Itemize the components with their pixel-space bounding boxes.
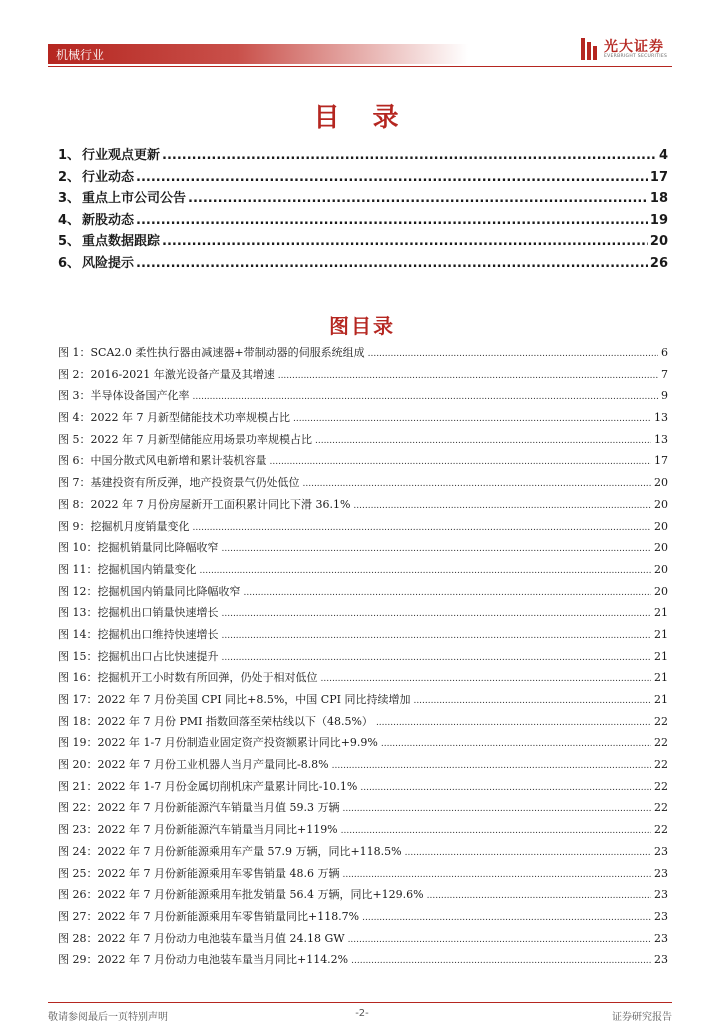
footer-report-type: 证券研究报告	[612, 1012, 672, 1023]
toc-list	[58, 144, 668, 274]
figure-entry[interactable]	[58, 713, 668, 735]
header-section-label: 机械行业	[56, 48, 105, 62]
figure-entry-page: 20	[654, 584, 668, 598]
figure-entry[interactable]	[58, 431, 668, 453]
dot-leader	[348, 935, 651, 945]
dot-leader	[315, 436, 651, 446]
figure-entry-label: 图 6：中国分散式风电新增和累计装机容量	[58, 454, 267, 468]
figure-entry[interactable]	[58, 561, 668, 583]
dot-leader	[321, 674, 652, 684]
dot-leader	[193, 523, 652, 533]
figure-entry-label: 图 19：2022 年 1-7 月份制造业固定资产投资额累计同比+9.9%	[58, 736, 378, 750]
figure-entry[interactable]	[58, 387, 668, 409]
figure-entry[interactable]	[58, 626, 668, 648]
figure-entry-label: 图 26：2022 年 7 月份新能源乘用车批发销量 56.4 万辆，同比+129.6%	[58, 888, 424, 902]
toc-entry-label: 行业动态	[82, 169, 135, 185]
toc-entry-number: 1、	[58, 148, 81, 163]
figure-entry[interactable]	[58, 799, 668, 821]
figure-entry-label: 图 1：SCA2.0 柔性执行器由减速器+带制动器的伺服系统组成	[58, 346, 365, 359]
figure-entry[interactable]	[58, 865, 668, 887]
figure-entry-page: 20	[654, 476, 668, 490]
logo	[578, 34, 688, 64]
figure-entry-label: 图 24：2022 年 7 月份新能源乘用车产量 57.9 万辆，同比+118.5%	[58, 844, 402, 858]
figure-entry-page: 20	[654, 497, 668, 511]
dot-leader	[351, 956, 651, 966]
dot-leader	[376, 718, 651, 728]
figure-entry[interactable]	[58, 843, 668, 865]
figure-entry[interactable]	[58, 604, 668, 626]
logo-text-cn: 光大证券	[604, 39, 664, 55]
figures-title: 图目录	[329, 314, 395, 338]
toc-entry[interactable]	[58, 252, 668, 274]
dot-leader	[222, 653, 652, 663]
dot-leader	[244, 588, 652, 598]
figure-entry-page: 20	[654, 519, 668, 533]
dot-leader	[278, 371, 658, 381]
figure-entry-page: 23	[654, 909, 668, 923]
toc-entry-number: 3、	[58, 191, 81, 207]
figure-entry[interactable]	[58, 648, 668, 670]
page-number: -2-	[355, 1008, 369, 1019]
figure-entry-page: 23	[654, 888, 668, 902]
figure-list	[58, 344, 668, 973]
dot-leader	[193, 392, 659, 402]
figure-entry-label: 图 7：基建投资有所反弹，地产投资景气仍处低位	[58, 476, 300, 490]
toc-entry-page: 20	[649, 234, 668, 250]
figure-entry-label: 图 28：2022 年 7 月份动力电池装车量当月值 24.18 GW	[58, 931, 345, 945]
dot-leader	[360, 783, 651, 793]
figure-entry-label: 图 21：2022 年 1-7 月份金属切削机床产量累计同比-10.1%	[58, 779, 358, 793]
dot-leader	[188, 191, 648, 206]
toc-entry-label: 风险提示	[82, 255, 135, 271]
figure-entry-label: 图 9：挖掘机月度销量变化	[58, 519, 190, 533]
figure-entry-page: 22	[654, 779, 668, 793]
toc-entry[interactable]	[58, 187, 668, 209]
figure-entry-page: 22	[654, 823, 668, 837]
figure-entry-page: 21	[654, 627, 668, 641]
dot-leader	[368, 349, 658, 359]
figure-entry-label: 图 8：2022 年 7 月份房屋新开工面积累计同比下滑 36.1%	[58, 497, 351, 511]
figure-entry-page: 13	[654, 411, 668, 425]
dot-leader	[270, 457, 652, 467]
toc-entry-page: 26	[649, 255, 668, 271]
dot-leader	[427, 891, 651, 901]
figure-entry-label: 图 16：挖掘机开工小时数有所回弹，仍处于相对低位	[58, 671, 318, 685]
figure-entry-label: 图 14：挖掘机出口维持快速增长	[58, 627, 219, 641]
toc-entry-number: 2、	[58, 169, 81, 185]
figure-entry-label: 图 4：2022 年 7 月新型储能技术功率规模占比	[58, 411, 290, 425]
figure-entry-label: 图 29：2022 年 7 月份动力电池装车量当月同比+114.2%	[58, 953, 349, 967]
dot-leader	[222, 544, 652, 554]
figure-entry-label: 图 11：挖掘机国内销量变化	[58, 562, 197, 576]
figure-entry-page: 13	[654, 432, 668, 446]
dot-leader	[136, 213, 648, 228]
toc-entry-page: 18	[649, 191, 668, 207]
header-divider	[48, 66, 672, 67]
figure-entry-page: 20	[654, 562, 668, 576]
figure-entry-page: 23	[654, 953, 668, 967]
figure-entry[interactable]	[58, 409, 668, 431]
figure-entry-label: 图 15：挖掘机出口占比快速提升	[58, 649, 219, 663]
toc-entry[interactable]	[58, 230, 668, 252]
logo-text-en: EVERBRIGHT SECURITIES	[604, 54, 668, 59]
dot-leader	[362, 913, 651, 923]
dot-leader	[293, 414, 651, 424]
figure-entry[interactable]	[58, 474, 668, 496]
toc-entry[interactable]	[58, 209, 668, 231]
toc-entry-page: 17	[649, 169, 668, 185]
figure-entry-page: 21	[654, 606, 668, 620]
figure-entry-label: 图 22：2022 年 7 月份新能源汽车销量当月值 59.3 万辆	[58, 801, 340, 815]
dot-leader	[162, 148, 657, 163]
figure-entry-page: 23	[654, 866, 668, 880]
dot-leader	[222, 631, 652, 641]
dot-leader	[353, 501, 651, 511]
everbright-logo-icon	[578, 36, 600, 62]
figure-entry-label: 图 10：挖掘机销量同比降幅收窄	[58, 541, 219, 555]
figure-entry-label: 图 13：挖掘机出口销量快速增长	[58, 606, 219, 620]
figure-entry-page: 21	[654, 671, 668, 685]
figure-entry-page: 22	[654, 736, 668, 750]
toc-entry-label: 重点上市公司公告	[82, 191, 187, 207]
figure-entry-page: 21	[654, 649, 668, 663]
dot-leader	[342, 804, 651, 814]
toc-entry-label: 行业观点更新	[82, 148, 161, 163]
figure-entry[interactable]	[58, 452, 668, 474]
figure-entry-label: 图 23：2022 年 7 月份新能源汽车销量当月同比+119%	[58, 823, 338, 837]
toc-entry-number: 5、	[58, 234, 81, 250]
figure-entry-label: 图 27：2022 年 7 月份新能源乘用车零售销量同比+118.7%	[58, 909, 360, 923]
figure-entry-label: 图 20：2022 年 7 月份工业机器人当月产量同比-8.8%	[58, 758, 329, 772]
figure-entry[interactable]	[58, 344, 668, 366]
figure-entry-page: 22	[654, 758, 668, 772]
figure-entry-page: 21	[654, 693, 668, 706]
figure-entry[interactable]	[58, 518, 668, 540]
figure-entry[interactable]	[58, 930, 668, 952]
figure-entry[interactable]	[58, 734, 668, 756]
toc-title: 目 录	[313, 103, 411, 133]
figure-entry[interactable]	[58, 669, 668, 691]
footer-disclaimer: 敬请参阅最后一页特别声明	[48, 1012, 168, 1023]
figure-entry[interactable]	[58, 886, 668, 908]
dot-leader	[136, 170, 648, 185]
figure-entry-label: 图 25：2022 年 7 月份新能源乘用车零售销量 48.6 万辆	[58, 866, 340, 880]
dot-leader	[200, 566, 652, 576]
figure-entry[interactable]	[58, 778, 668, 800]
figure-entry[interactable]	[58, 756, 668, 778]
figure-entry-label: 图 3：半导体设备国产化率	[58, 389, 190, 403]
toc-entry-page: 19	[649, 212, 668, 228]
toc-entry-label: 重点数据跟踪	[82, 234, 161, 250]
dot-leader	[303, 479, 652, 489]
figure-entry-page: 6	[661, 346, 668, 359]
header-bar	[48, 44, 468, 64]
figure-entry-label: 图 12：挖掘机国内销量同比降幅收窄	[58, 584, 241, 598]
figure-entry-page: 22	[654, 801, 668, 815]
figure-entry[interactable]	[58, 821, 668, 843]
dot-leader	[162, 234, 648, 249]
figure-entry-page: 7	[661, 367, 668, 381]
dot-leader	[136, 256, 648, 271]
figure-entry-page: 23	[654, 931, 668, 945]
toc-entry[interactable]	[58, 144, 668, 166]
figure-entry-label: 图 17：2022 年 7 月份美国 CPI 同比+8.5%，中国 CPI 同比持续增加	[58, 693, 411, 706]
toc-entry-number: 4、	[58, 212, 81, 228]
figure-entry[interactable]	[58, 583, 668, 605]
dot-leader	[405, 848, 651, 858]
dot-leader	[342, 870, 651, 880]
figure-entry-page: 9	[661, 389, 668, 403]
figure-entry[interactable]	[58, 496, 668, 518]
toc-entry-page: 4	[658, 148, 668, 163]
figure-entry-page: 17	[654, 454, 668, 468]
dot-leader	[222, 609, 652, 619]
footer-divider	[48, 1002, 672, 1003]
toc-entry[interactable]	[58, 166, 668, 188]
figure-entry-page: 22	[654, 714, 668, 728]
figure-entry-label: 图 18：2022 年 7 月份 PMI 指数回落至荣枯线以下（48.5%）	[58, 714, 373, 728]
figure-entry-label: 图 5：2022 年 7 月新型储能应用场景功率规模占比	[58, 432, 312, 446]
figure-entry-page: 20	[654, 541, 668, 555]
figure-entry[interactable]	[58, 951, 668, 973]
figure-entry[interactable]	[58, 539, 668, 561]
dot-leader	[332, 761, 651, 771]
toc-entry-label: 新股动态	[82, 212, 135, 228]
figure-entry[interactable]	[58, 691, 668, 713]
dot-leader	[413, 696, 651, 706]
figure-entry[interactable]	[58, 366, 668, 388]
figure-entry-page: 23	[654, 844, 668, 858]
dot-leader	[381, 739, 651, 749]
figure-entry-label: 图 2：2016-2021 年激光设备产量及其增速	[58, 367, 275, 381]
toc-entry-number: 6、	[58, 255, 81, 271]
figure-entry[interactable]	[58, 908, 668, 930]
dot-leader	[341, 826, 651, 836]
